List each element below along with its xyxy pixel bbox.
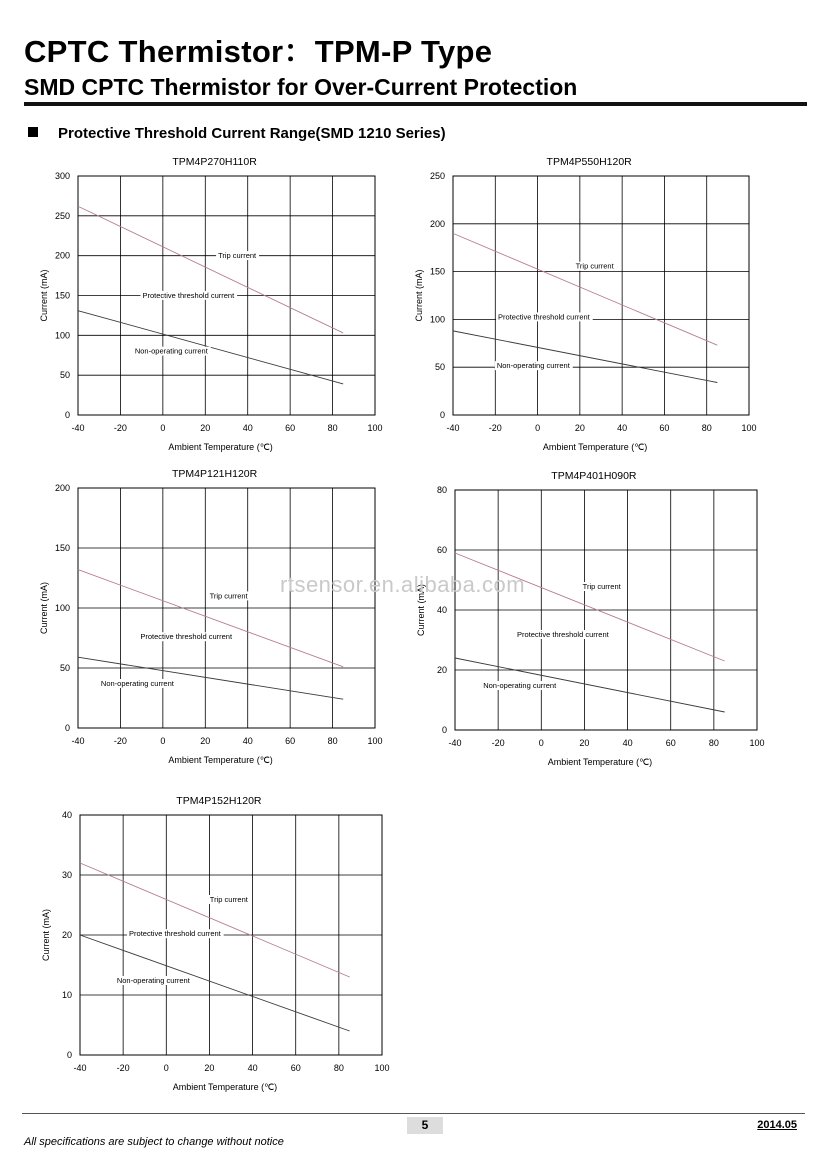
y-axis-label: Current (mA) <box>39 581 49 635</box>
y-tick-label: 40 <box>436 605 447 615</box>
page-subtitle: SMD CPTC Thermistor for Over-Current Protection <box>24 74 578 100</box>
y-tick-label: 0 <box>441 725 447 735</box>
x-tick-label: 40 <box>242 736 253 746</box>
footer-rule <box>22 1113 805 1114</box>
chart-tpm4p401h090r <box>405 463 765 767</box>
x-tick-label: -20 <box>488 423 502 433</box>
x-tick-label: 80 <box>327 736 338 746</box>
page-title: CPTC Thermistor：TPM-P Type <box>24 34 493 69</box>
x-tick-label: 40 <box>242 423 253 433</box>
y-tick-label: 150 <box>429 266 445 277</box>
x-tick-label: 60 <box>285 736 296 746</box>
x-tick-label: 20 <box>200 423 211 433</box>
x-axis-label: Ambient Temperature (℃) <box>547 757 653 767</box>
watermark: rtsensor.en.alibaba.com <box>280 572 526 597</box>
annotation-label: Trip current <box>209 591 248 601</box>
y-tick-label: 0 <box>439 410 445 420</box>
trip-current-line <box>80 863 350 977</box>
annotation-label: Trip current <box>209 895 248 904</box>
x-tick-label: 20 <box>200 736 211 746</box>
x-tick-label: -40 <box>446 423 460 433</box>
y-axis-label: Current (mA) <box>39 269 49 322</box>
x-tick-label: 20 <box>574 423 585 433</box>
x-tick-label: -20 <box>113 736 127 746</box>
annotation-label: Non-operating current <box>134 346 208 356</box>
y-tick-label: 100 <box>54 330 70 341</box>
x-tick-label: -20 <box>113 423 127 433</box>
x-tick-label: 0 <box>535 423 541 433</box>
x-tick-label: 60 <box>665 738 676 748</box>
x-tick-label: 0 <box>538 738 544 748</box>
x-tick-label: 0 <box>160 423 166 433</box>
y-tick-label: 30 <box>61 870 72 880</box>
y-axis-label: Current (mA) <box>414 269 424 322</box>
trip-current-line <box>78 206 343 333</box>
trip-current-line <box>453 233 717 345</box>
y-tick-label: 200 <box>429 218 445 229</box>
annotation-label: Non-operating current <box>116 976 190 985</box>
y-tick-label: 20 <box>436 665 447 675</box>
x-tick-label: 0 <box>163 1063 169 1073</box>
x-tick-label: -20 <box>116 1063 130 1073</box>
chart-title: TPM4P401H090R <box>551 470 637 482</box>
annotation-label: Trip current <box>575 261 614 271</box>
chart-tpm4p270h110r <box>30 150 390 450</box>
y-tick-label: 150 <box>54 543 70 553</box>
x-tick-label: 100 <box>367 423 383 433</box>
x-tick-label: 60 <box>290 1063 301 1073</box>
y-axis-label: Current (mA) <box>416 583 426 637</box>
y-tick-label: 50 <box>59 370 70 381</box>
y-tick-label: 10 <box>61 990 72 1000</box>
trip-current-line <box>455 553 725 661</box>
non-operating-current-line <box>453 331 717 383</box>
x-tick-label: 0 <box>160 736 166 746</box>
annotation-label: Non-operating current <box>100 679 174 688</box>
y-tick-label: 200 <box>54 483 70 493</box>
y-tick-label: 250 <box>429 171 445 181</box>
annotation-label: Protective threshold current <box>498 312 590 322</box>
x-tick-label: 100 <box>749 738 765 748</box>
y-tick-label: 80 <box>436 485 447 495</box>
annotation-label: Protective threshold current <box>516 630 609 639</box>
y-tick-label: 40 <box>61 810 72 820</box>
x-tick-label: 100 <box>367 736 383 746</box>
page-number: 5 <box>407 1117 443 1134</box>
y-tick-label: 150 <box>54 290 70 301</box>
x-tick-label: 80 <box>327 423 338 433</box>
x-tick-label: 40 <box>622 738 633 748</box>
chart-title: TPM4P121H120R <box>172 468 258 480</box>
y-tick-label: 200 <box>54 250 70 261</box>
x-axis-label: Ambient Temperature (℃) <box>172 1082 278 1092</box>
x-tick-label: -40 <box>448 738 462 748</box>
plot-frame <box>453 176 749 415</box>
annotation-label: Trip current <box>582 582 621 591</box>
x-tick-label: -40 <box>73 1063 87 1073</box>
header-rule <box>24 102 807 106</box>
chart-title: TPM4P270H110R <box>172 156 257 168</box>
y-axis-label: Current (mA) <box>41 908 51 962</box>
x-tick-label: 80 <box>708 738 719 748</box>
x-tick-label: 20 <box>579 738 590 748</box>
chart-tpm4p121h120r <box>30 463 390 763</box>
y-tick-label: 50 <box>434 362 445 373</box>
y-tick-label: 100 <box>429 314 445 325</box>
annotation-label: Non-operating current <box>483 681 557 690</box>
x-tick-label: 100 <box>741 423 757 433</box>
y-tick-label: 0 <box>64 410 70 420</box>
x-tick-label: 40 <box>617 423 628 433</box>
x-tick-label: -20 <box>491 738 505 748</box>
x-axis-label: Ambient Temperature (℃) <box>168 442 273 452</box>
y-tick-label: 0 <box>66 1050 72 1060</box>
square-bullet-icon <box>28 127 38 137</box>
x-tick-label: 60 <box>285 423 296 433</box>
chart-tpm4p152h120r <box>30 790 390 1090</box>
section-heading-text: Protective Threshold Current Range(SMD 1210 Series) <box>58 125 446 142</box>
chart-tpm4p550h120r <box>405 150 765 450</box>
y-tick-label: 60 <box>436 545 447 555</box>
chart-title: TPM4P550H120R <box>546 156 632 168</box>
y-tick-label: 250 <box>54 210 70 221</box>
y-tick-label: 20 <box>61 930 72 940</box>
annotation-label: Trip current <box>218 251 257 261</box>
x-axis-label: Ambient Temperature (℃) <box>168 755 273 765</box>
x-tick-label: 80 <box>701 423 712 433</box>
annotation-label: Protective threshold current <box>140 632 233 642</box>
y-tick-label: 0 <box>64 723 70 733</box>
footer-notice: All specifications are subject to change without notice <box>24 1136 284 1148</box>
y-tick-label: 100 <box>54 603 70 613</box>
y-tick-label: 300 <box>54 171 70 181</box>
x-tick-label: 40 <box>247 1063 258 1073</box>
chart-title: TPM4P152H120R <box>176 795 262 807</box>
x-tick-label: 20 <box>204 1063 215 1073</box>
x-tick-label: 60 <box>659 423 670 433</box>
x-tick-label: 100 <box>374 1063 390 1073</box>
x-tick-label: -40 <box>71 736 85 746</box>
annotation-label: Protective threshold current <box>129 929 221 939</box>
y-tick-label: 50 <box>59 663 70 673</box>
x-axis-label: Ambient Temperature (℃) <box>542 442 648 452</box>
annotation-label: Non-operating current <box>496 361 570 371</box>
x-tick-label: 80 <box>333 1063 344 1073</box>
section-heading <box>28 125 446 142</box>
revision-date: 2014.05 <box>757 1119 797 1131</box>
annotation-label: Protective threshold current <box>142 290 235 300</box>
x-tick-label: -40 <box>71 423 85 433</box>
